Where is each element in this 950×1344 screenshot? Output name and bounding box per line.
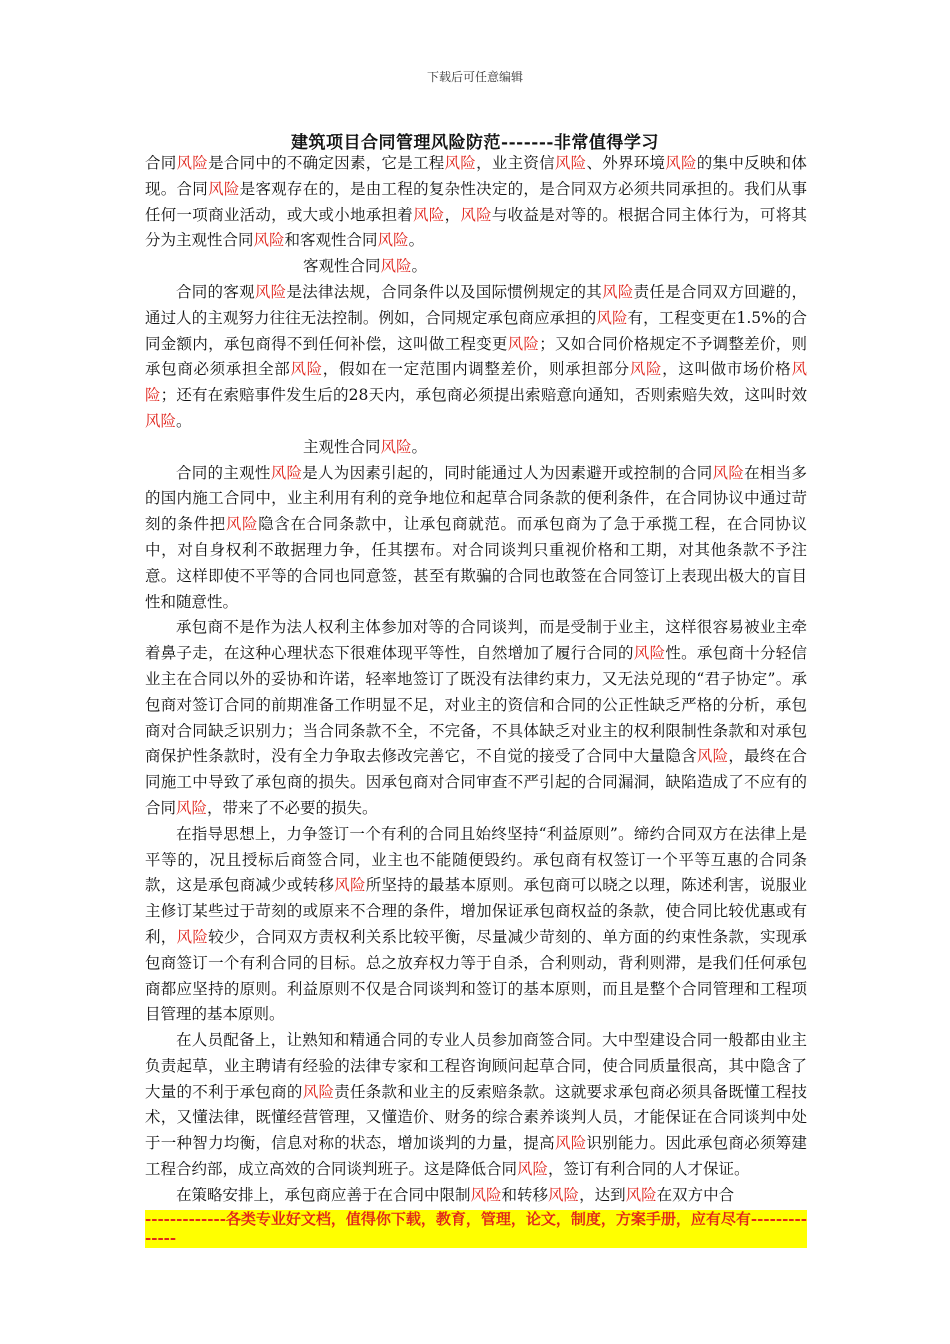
risk-keyword: 风险 xyxy=(253,231,285,250)
risk-keyword: 风险 xyxy=(145,360,807,405)
risk-keyword: 风险 xyxy=(208,179,240,198)
risk-keyword: 风险 xyxy=(629,360,663,379)
risk-keyword: 风险 xyxy=(225,515,259,534)
risk-keyword: 风险 xyxy=(176,927,209,946)
body-paragraph: 承包商不是作为法人权利主体参加对等的合同谈判，而是受制于业主，这样很容易被业主牵着鼻子走，在这种心理状态下很难体现平等性，自然增加了履行合同的风险性。承包商十分轻信业主在合同以外的妥协和许诺，轻率地签订了既没有法律约束力，又无法兑现的“君子协定”。承包商对签订合同的前期准备工作明显不足，对业主的资信和合同的公正性缺乏严格的分析，承包商对合同缺乏识别力；当合同条款不全，不完备，不具体缺乏对业主的权利限制性条款和对承包商保护性条款时，没有全力争取去修改完善它，不自觉的接受了合同中大量隐含风险，最终在合同施工中导致了承包商的损失。因承包商对合同审查不严引起的合同漏洞，缺陷造成了不应有的合同风险，带来了不必要的损失。 xyxy=(145,618,807,817)
risk-keyword: 风险 xyxy=(145,411,177,430)
section-heading: 主观性合同风险。 xyxy=(303,437,428,456)
risk-keyword: 风险 xyxy=(548,1185,580,1204)
risk-keyword: 风险 xyxy=(602,282,634,301)
risk-keyword: 风险 xyxy=(380,257,412,276)
document-body xyxy=(145,151,807,1209)
header-note: 下载后可任意编辑 xyxy=(426,70,523,84)
risk-keyword: 风险 xyxy=(270,463,303,482)
risk-keyword: 风险 xyxy=(554,154,587,172)
risk-keyword: 风险 xyxy=(470,1185,502,1204)
risk-keyword: 风险 xyxy=(176,154,209,172)
risk-keyword: 风险 xyxy=(517,1160,549,1179)
risk-keyword: 风险 xyxy=(380,437,412,456)
footer-banner: -------------各类专业好文档，值得你下载，教育，管理，论文，制度，方案手册，应有尽有-------------- xyxy=(145,1210,807,1247)
risk-keyword: 风险 xyxy=(290,360,323,379)
risk-keyword: 风险 xyxy=(444,154,477,172)
risk-keyword: 风险 xyxy=(665,154,697,172)
risk-keyword: 风险 xyxy=(176,798,208,817)
body-paragraph: 在指导思想上，力争签订一个有利的合同且始终坚持“利益原则”。缔约合同双方在法律上是平等的，况且授标后商签合同，业主也不能随便毁约。承包商有权签订一个平等互惠的合同条款，这是承包商减少或转移风险所坚持的最基本原则。承包商可以晓之以理，陈述利害，说服业主修订某些过于苛刻的或原来不合理的条件，增加保证承包商权益的条款，使合同比较优惠或有利，风险较少，合同双方责权利关系比较平衡，尽量减少苛刻的、单方面的约束性条款，实现承包商签订一个有利合同的目标。总之放弃权力等于自杀，合利则动，背利则滞，是我们任何承包商都应坚持的原则。利益原则不仅是合同谈判和签订的基本原则，而且是整个合同管理和工程项目管理的基本原则。 xyxy=(145,824,807,1024)
risk-keyword: 风险 xyxy=(302,1082,335,1101)
body-paragraph: 合同风险是合同中的不确定因素，它是工程风险，业主资信风险、外界环境风险的集中反映和体现。合同风险是客观存在的，是由工程的复杂性决定的，是合同双方必须共同承担的。我们从事任何一项商业活动，或大或小地承担着风险，风险与收益是对等的。根据合同主体行为，可将其分为主观性合同风险和客观性合同风险。 xyxy=(145,154,807,250)
body-paragraph: 合同的主观性风险是人为因素引起的，同时能通过人为因素避开或控制的合同风险在相当多的国内施工合同中，业主利用有利的竞争地位和起草合同条款的便利条件，在合同协议中通过苛刻的条件把风险隐含在合同条款中，让承包商就范。而承包商为了急于承揽工程，在合同协议中，对自身权利不敢据理力争，任其摆布。对合同谈判只重视价格和工期，对其他条款不予注意。这样即使不平等的合同也同意签，甚至有欺骗的合同也敢签在合同签订上表现出极大的盲目性和随意性。 xyxy=(145,463,807,611)
body-paragraph: 在策略安排上，承包商应善于在合同中限制风险和转移风险，达到风险在双方中合 xyxy=(176,1185,735,1204)
document-title: 建筑项目合同管理风险防范-------非常值得学习 xyxy=(291,133,659,153)
risk-keyword: 风险 xyxy=(554,1134,587,1153)
risk-keyword: 风险 xyxy=(696,747,729,766)
risk-keyword: 风险 xyxy=(377,231,409,250)
body-paragraph: 合同的客观风险是法律法规，合同条件以及国际惯例规定的其风险责任是合同双方回避的，通过人的主观努力往往无法控制。例如，合同规定承包商应承担的风险有，工程变更在1.5%的合同金额内，承包商得不到任何补偿，这叫做工程变更风险；又如合同价格规定不予调整差价，则承包商必须承担全部风险，假如在一定范围内调整差价，则承担部分风险，这叫做市场价格风险；还有在索赔事件发生后的28天内，承包商必须提出索赔意向通知，否则索赔失效，这叫时效风险。 xyxy=(145,282,807,430)
risk-keyword: 风险 xyxy=(633,644,666,663)
risk-keyword: 风险 xyxy=(596,308,628,327)
body-paragraph: 在人员配备上，让熟知和精通合同的专业人员参加商签合同。大中型建设合同一般都由业主负责起草，业主聘请有经验的法律专家和工程咨询顾问起草合同，使合同质量很高，其中隐含了大量的不利于承包商的风险责任条款和业主的反索赔条款。这就要求承包商必须具备既懂工程技术，又懂法律，既懂经营管理，又懂造价、财务的综合素养谈判人员，才能保证在合同谈判中处于一种智力均衡，信息对称的状态，增加谈判的力量，提高风险识别能力。因此承包商必须筹建工程合约部，成立高效的合同谈判班子。这是降低合同风险，签订有利合同的人才保证。 xyxy=(145,1031,807,1179)
risk-keyword: 风险 xyxy=(625,1185,657,1204)
risk-keyword: 风险 xyxy=(507,334,540,353)
section-heading: 客观性合同风险。 xyxy=(303,257,428,276)
risk-keyword: 风险 xyxy=(334,876,366,895)
risk-keyword: 风险 xyxy=(460,205,492,224)
risk-keyword: 风险 xyxy=(254,282,287,301)
risk-keyword: 风险 xyxy=(413,205,445,224)
risk-keyword: 风险 xyxy=(712,463,745,482)
